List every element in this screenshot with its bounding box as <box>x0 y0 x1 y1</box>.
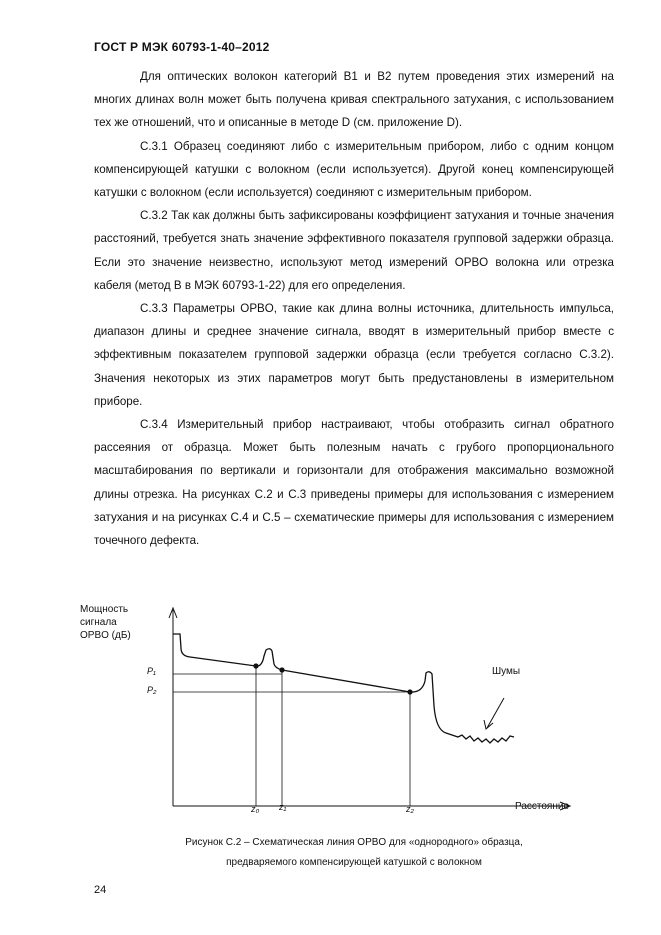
noise-arrow <box>487 698 504 728</box>
document-header: ГОСТ Р МЭК 60793-1-40–2012 <box>94 40 270 54</box>
z0-marker <box>253 663 258 668</box>
z1-label: z₁ <box>279 802 287 812</box>
z2-marker <box>407 689 412 694</box>
caption-line-2: предваряемого компенсирующей катушкой с волокном <box>226 857 482 868</box>
y-axis-label <box>80 603 131 642</box>
paragraph-c34: С.3.4 Измерительный прибор настраивают, чтобы отобразить сигнал обратного рассеяния от образца. Может быть полезным начать с грубого пропорционального масштабирования по вертикали и горизонтали для отображения максимально возможной длины отрезка. На рисунках С.2 и С.3 приведены примеры для использования с измерением затухания и на рисунках С.4 и С.5 – схематические примеры для использования с измерением точечного дефекта. <box>94 418 614 548</box>
figure-caption <box>94 833 614 873</box>
z1-marker <box>279 667 284 672</box>
y-axis-label-line: Мощность <box>80 604 129 615</box>
z2-label: z₂ <box>406 804 414 814</box>
paragraph-c32: С.3.2 Так как должны быть зафиксированы коэффициент затухания и точные значения расстояний, требуется знать значение эффективного показателя групповой задержки образца. Если это значение неизвестно, используют метод измерений OPBO волокна или отрезка кабеля (метод В в МЭК 60793-1-22) для его определения. <box>94 209 614 292</box>
otdr-figure <box>70 596 590 826</box>
x-axis-label: Расстояние <box>515 801 570 812</box>
otdr-trace <box>173 634 514 743</box>
p2-label: P₂ <box>147 685 157 695</box>
y-axis-label-line: сигнала <box>80 617 117 628</box>
paragraph-intro: Для оптических волокон категорий В1 и В2 путем проведения этих измерений на многих длинах волн может быть получена кривая спектрального затухания, с использованием тех же отношений, что и описанные в методе D (см. приложение D). <box>94 70 614 130</box>
z0-label: z₀ <box>251 804 260 814</box>
p1-label: P₁ <box>147 666 156 676</box>
noise-label: Шумы <box>492 666 521 677</box>
paragraph-c33: С.3.3 Параметры OPBO, такие как длина волны источника, длительность импульса, диапазон длины и среднее значение сигнала, вводят в измерительный прибор вместе с эффективным показателем групповой задержки образца (если требуется согласно С.3.2). Значения некоторых из этих параметров могут быть предустановлены в измерительном приборе. <box>94 302 614 408</box>
otdr-diagram <box>70 596 590 826</box>
y-axis-label-line: OPBO (дБ) <box>80 630 131 641</box>
body-text <box>94 65 614 552</box>
paragraph-c31: С.3.1 Образец соединяют либо с измерительным прибором, либо с одним концом компенсирующей катушки с волокном (если используется). Другой конец компенсирующей катушки с волокном (если используется) соединяют с измерительным прибором. <box>94 139 614 200</box>
page-number: 24 <box>94 884 107 896</box>
caption-line-1: Рисунок С.2 – Схематическая линия OPBO для «однородного» образца, <box>185 837 523 848</box>
